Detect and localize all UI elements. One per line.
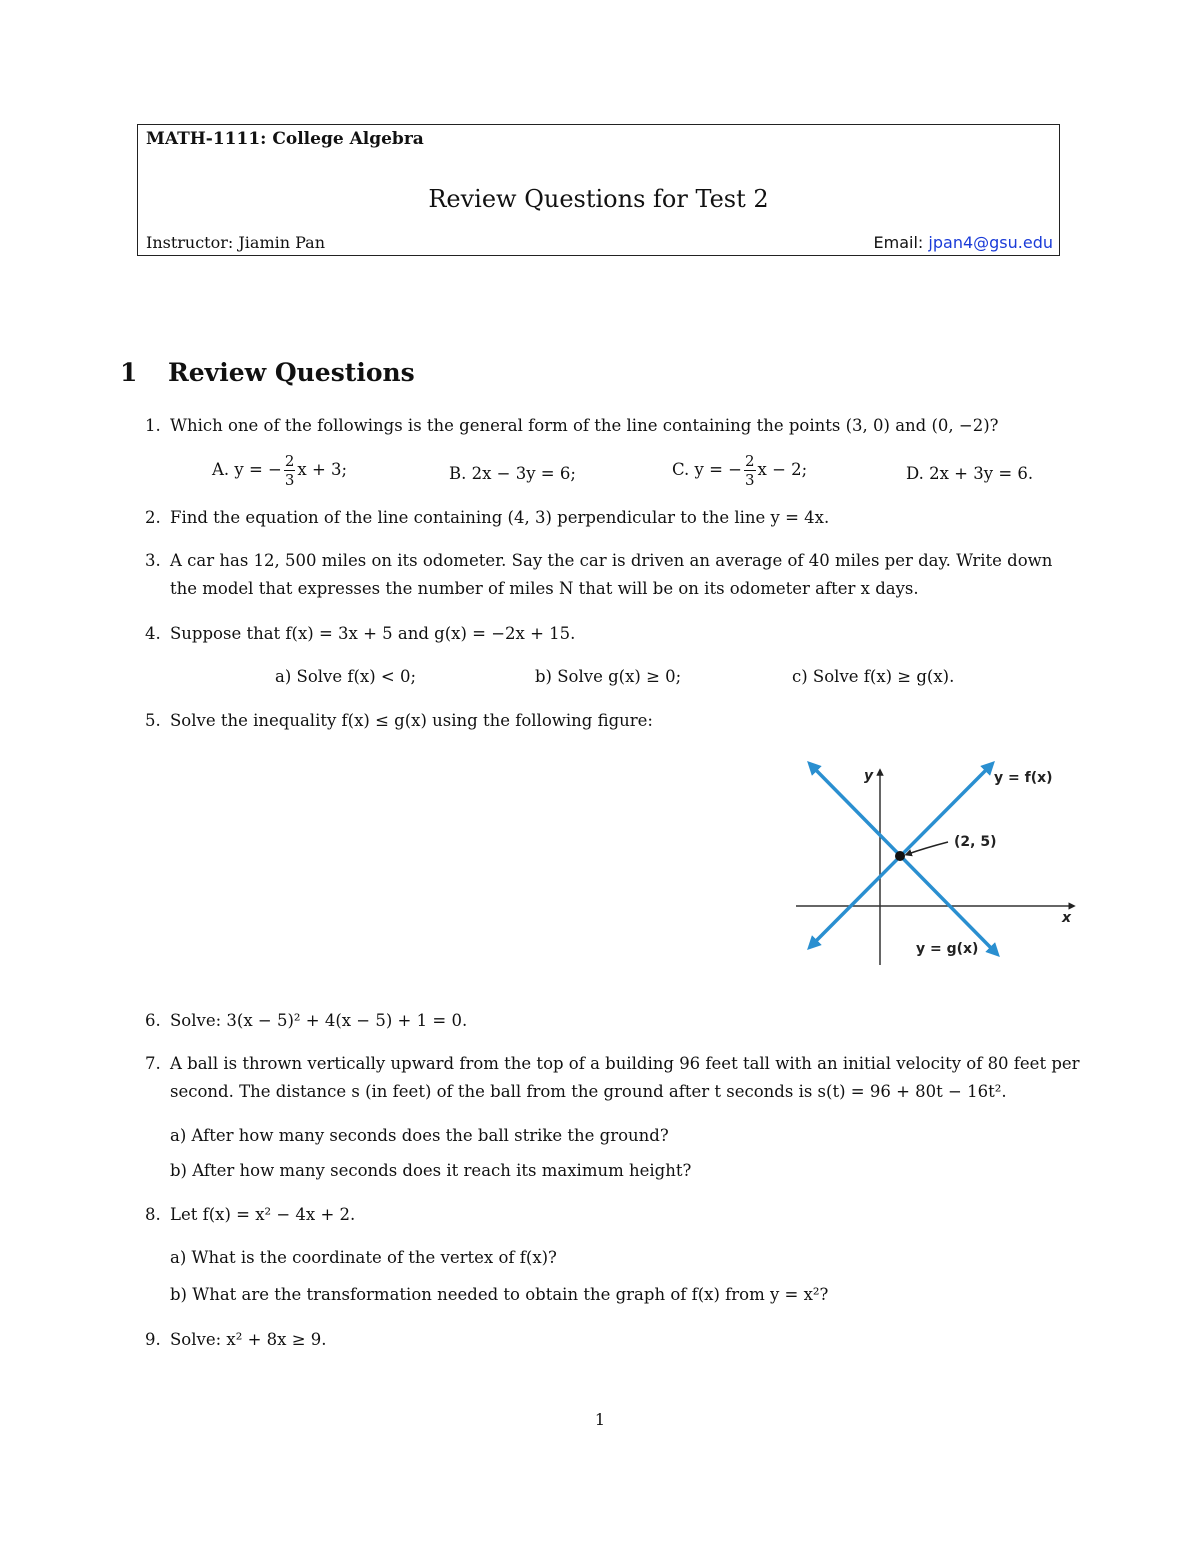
q1-choices bbox=[212, 452, 1042, 500]
email-link[interactable]: jpan4@gsu.edu bbox=[928, 233, 1053, 252]
question-text: Suppose that f(x) = 3x + 5 and g(x) = −2x + 15. bbox=[170, 624, 576, 643]
fraction-numerator: 2 bbox=[745, 452, 755, 470]
question-number: 9. bbox=[145, 1330, 161, 1349]
question-text: Solve: 3(x − 5)² + 4(x − 5) + 1 = 0. bbox=[170, 1011, 468, 1030]
choice-c-suffix: x − 2; bbox=[757, 460, 808, 479]
choice-a-suffix: x + 3; bbox=[297, 460, 348, 479]
question-text: Which one of the followings is the general form of the line containing the points (3, 0) and (0, −2)? bbox=[170, 416, 999, 435]
question-3 bbox=[145, 547, 1080, 603]
question-text: A car has 12, 500 miles on its odometer. Say the car is driven an average of 40 miles per day. Write down the model that expresses the number of miles N that will be on its odometer after x days. bbox=[170, 551, 1053, 598]
question-4 bbox=[145, 620, 1080, 648]
question-text: Solve: x² + 8x ≥ 9. bbox=[170, 1330, 327, 1349]
fraction-denominator: 3 bbox=[745, 471, 755, 489]
g-label: y = g(x) bbox=[916, 941, 979, 957]
q7-part-b: b) After how many seconds does it reach its maximum height? bbox=[170, 1161, 692, 1180]
q8-part-b: b) What are the transformation needed to obtain the graph of f(x) from y = x²? bbox=[170, 1285, 829, 1304]
q4-part-c: c) Solve f(x) ≥ g(x). bbox=[792, 667, 955, 686]
question-6 bbox=[145, 1007, 1080, 1035]
question-number: 3. bbox=[145, 551, 161, 570]
point-label: (2, 5) bbox=[954, 834, 997, 850]
x-axis-label: x bbox=[1062, 910, 1072, 926]
question-number: 8. bbox=[145, 1205, 161, 1224]
fraction-denominator: 3 bbox=[284, 471, 295, 489]
choice-b: B. 2x − 3y = 6; bbox=[449, 464, 576, 483]
question-text: Find the equation of the line containing (4, 3) perpendicular to the line y = 4x. bbox=[170, 508, 830, 527]
fraction bbox=[744, 452, 756, 489]
question-5 bbox=[145, 707, 1080, 735]
question-number: 1. bbox=[145, 416, 161, 435]
course-title: MATH-1111: College Algebra bbox=[146, 129, 424, 149]
q4-part-a: a) Solve f(x) < 0; bbox=[275, 667, 417, 686]
instructor-name: Instructor: Jiamin Pan bbox=[146, 233, 326, 252]
question-number: 5. bbox=[145, 711, 161, 730]
section-heading bbox=[120, 358, 415, 387]
question-9 bbox=[145, 1326, 1080, 1354]
question-1 bbox=[145, 412, 1080, 440]
choice-a bbox=[212, 452, 347, 489]
document-title: Review Questions for Test 2 bbox=[428, 185, 769, 213]
question-number: 6. bbox=[145, 1011, 161, 1030]
page-number: 1 bbox=[594, 1410, 606, 1429]
intersection-figure bbox=[790, 760, 1080, 970]
choice-a-prefix: A. y = − bbox=[212, 460, 282, 479]
question-text: Let f(x) = x² − 4x + 2. bbox=[170, 1205, 356, 1224]
fraction-numerator: 2 bbox=[284, 452, 295, 470]
question-8 bbox=[145, 1201, 1080, 1229]
q8-part-a: a) What is the coordinate of the vertex of f(x)? bbox=[170, 1248, 557, 1267]
header-box bbox=[137, 124, 1060, 256]
section-title: Review Questions bbox=[168, 358, 415, 387]
question-text: A ball is thrown vertically upward from the top of a building 96 feet tall with an initial velocity of 80 feet per second. The distance s (in feet) of the ball from the ground after t seconds is s(t) = 96 + 80t − 16t². bbox=[170, 1054, 1080, 1101]
question-number: 7. bbox=[145, 1054, 161, 1073]
fraction bbox=[284, 452, 296, 489]
q7-part-a: a) After how many seconds does the ball strike the ground? bbox=[170, 1126, 669, 1145]
q4-part-b: b) Solve g(x) ≥ 0; bbox=[535, 667, 682, 686]
question-7 bbox=[145, 1050, 1080, 1106]
choice-c bbox=[672, 452, 807, 489]
question-2 bbox=[145, 504, 1080, 532]
intersection-point bbox=[895, 851, 905, 861]
email-label: Email: bbox=[873, 233, 929, 252]
f-label: y = f(x) bbox=[994, 770, 1053, 786]
email-line bbox=[874, 233, 1053, 252]
section-number: 1 bbox=[120, 358, 138, 387]
question-number: 2. bbox=[145, 508, 161, 527]
y-axis-label: y bbox=[864, 768, 874, 784]
choice-d: D. 2x + 3y = 6. bbox=[906, 464, 1034, 483]
question-number: 4. bbox=[145, 624, 161, 643]
choice-c-prefix: C. y = − bbox=[672, 460, 742, 479]
question-text: Solve the inequality f(x) ≤ g(x) using the following figure: bbox=[170, 711, 653, 730]
